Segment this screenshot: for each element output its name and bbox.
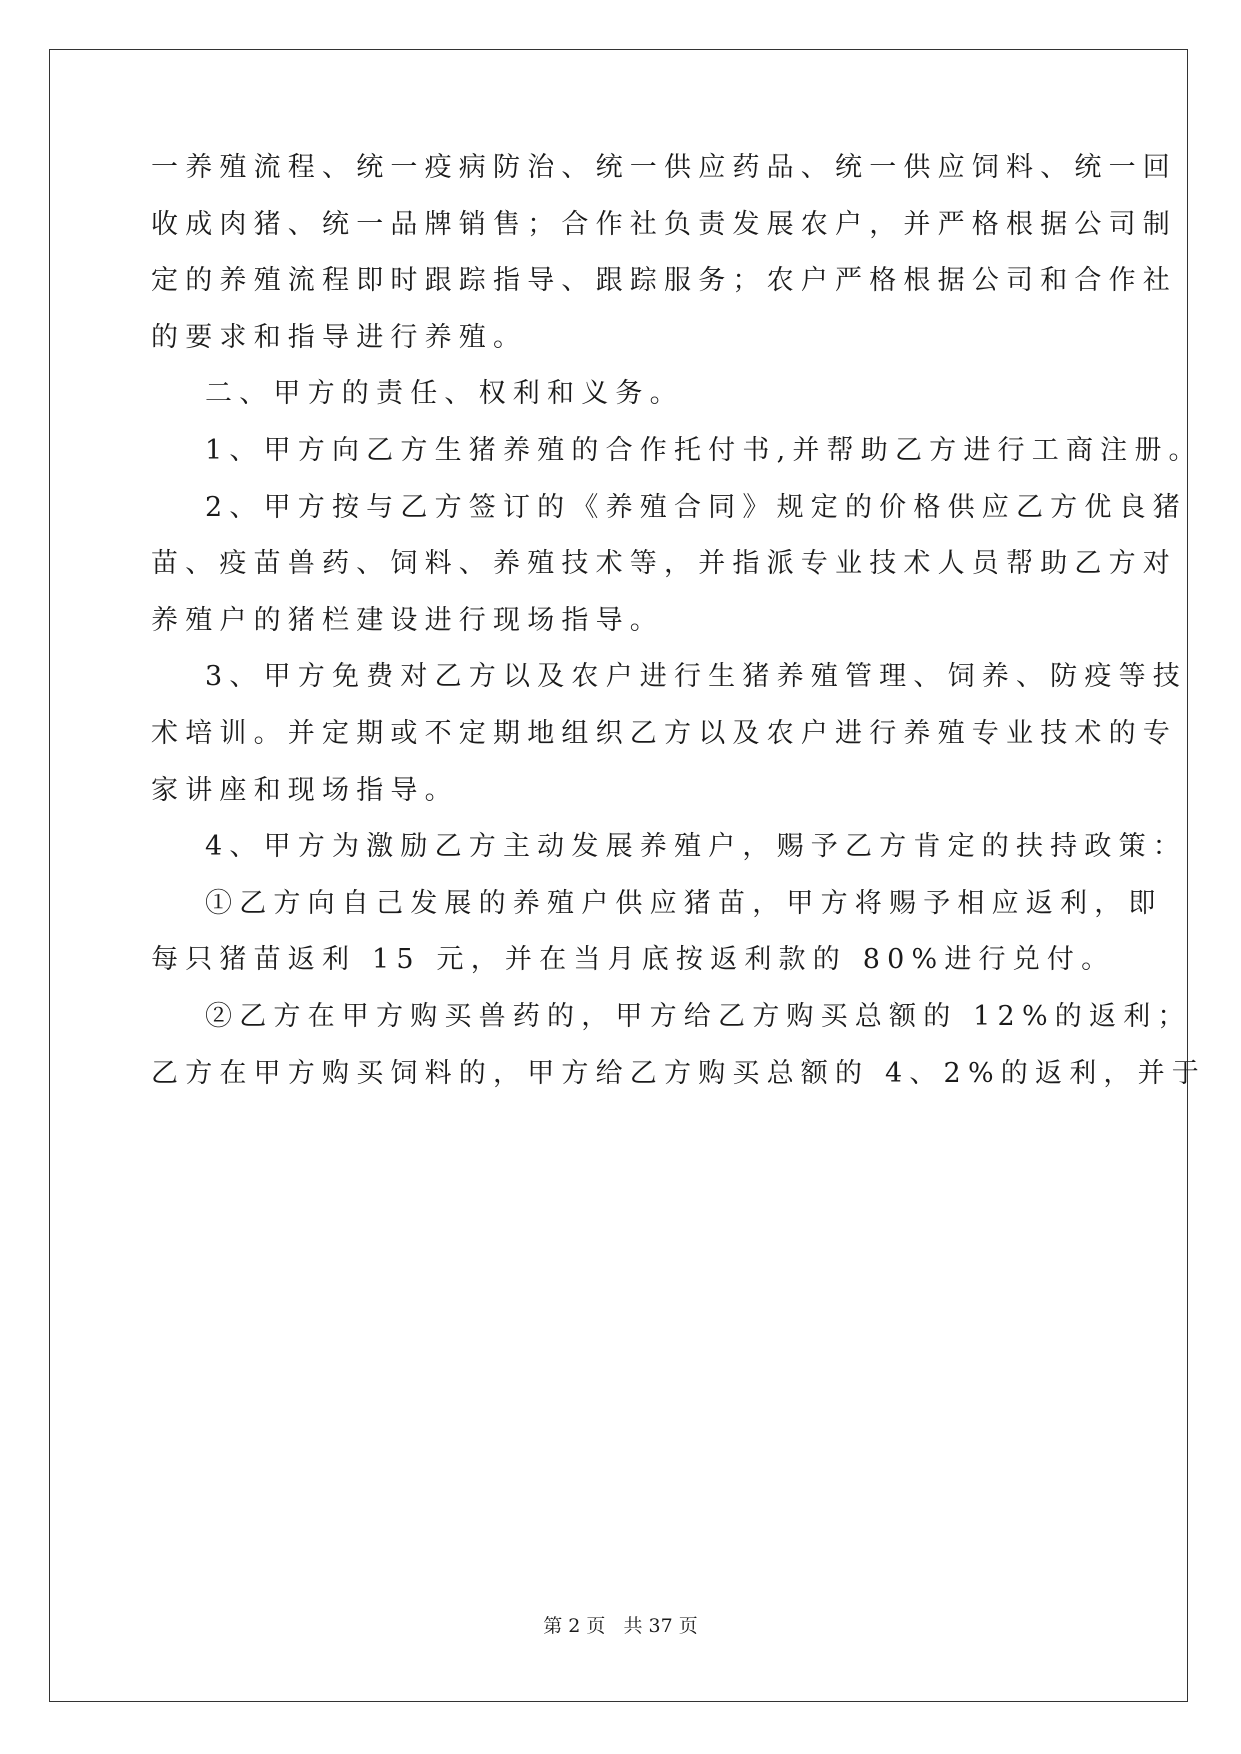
- section-heading: 二、甲方的责任、权利和义务。: [205, 378, 684, 409]
- subitem-1-line-1: ①乙方向自己发展的养殖户供应猪苗，甲方将赐予相应返利，即: [205, 888, 1163, 919]
- item-1-line-1: 1、甲方向乙方生猪养殖的合作托付书,并帮助乙方进行工商注册。: [205, 435, 1203, 466]
- item-3-line-1: 3、甲方免费对乙方以及农户进行生猪养殖管理、饲养、防疫等技: [205, 661, 1187, 692]
- body-line-2: 收成肉猪、统一品牌销售；合作社负责发展农户，并严格根据公司制: [151, 209, 1177, 240]
- item-2-line-2: 苗、疫苗兽药、饲料、养殖技术等，并指派专业技术人员帮助乙方对: [151, 548, 1177, 579]
- item-2-line-3: 养殖户的猪栏建设进行现场指导。: [151, 605, 664, 636]
- item-2-line-1: 2、甲方按与乙方签订的《养殖合同》规定的价格供应乙方优良猪: [205, 492, 1187, 523]
- item-3-line-3: 家讲座和现场指导。: [151, 775, 459, 806]
- subitem-2-line-2: 乙方在甲方购买饲料的，甲方给乙方购买总额的 4、2%的返利，并于: [151, 1058, 1206, 1089]
- item-3-line-2: 术培训。并定期或不定期地组织乙方以及农户进行养殖专业技术的专: [151, 718, 1177, 749]
- subitem-2-line-1: ②乙方在甲方购买兽药的，甲方给乙方购买总额的 12%的返利；: [205, 1001, 1192, 1032]
- body-line-4: 的要求和指导进行养殖。: [151, 322, 528, 353]
- item-4-line-1: 4、甲方为激励乙方主动发展养殖户，赐予乙方肯定的扶持政策：: [205, 831, 1187, 862]
- body-line-1: 一养殖流程、统一疫病防治、统一供应药品、统一供应饲料、统一回: [151, 152, 1177, 183]
- page-total: 共 37 页: [623, 1615, 698, 1637]
- subitem-1-line-2: 每只猪苗返利 15 元，并在当月底按返利款的 80%进行兑付。: [151, 944, 1116, 975]
- page-number: 第 2 页: [543, 1615, 606, 1637]
- body-line-3: 定的养殖流程即时跟踪指导、跟踪服务；农户严格根据公司和合作社: [151, 265, 1177, 296]
- page-footer: [0, 1611, 1241, 1638]
